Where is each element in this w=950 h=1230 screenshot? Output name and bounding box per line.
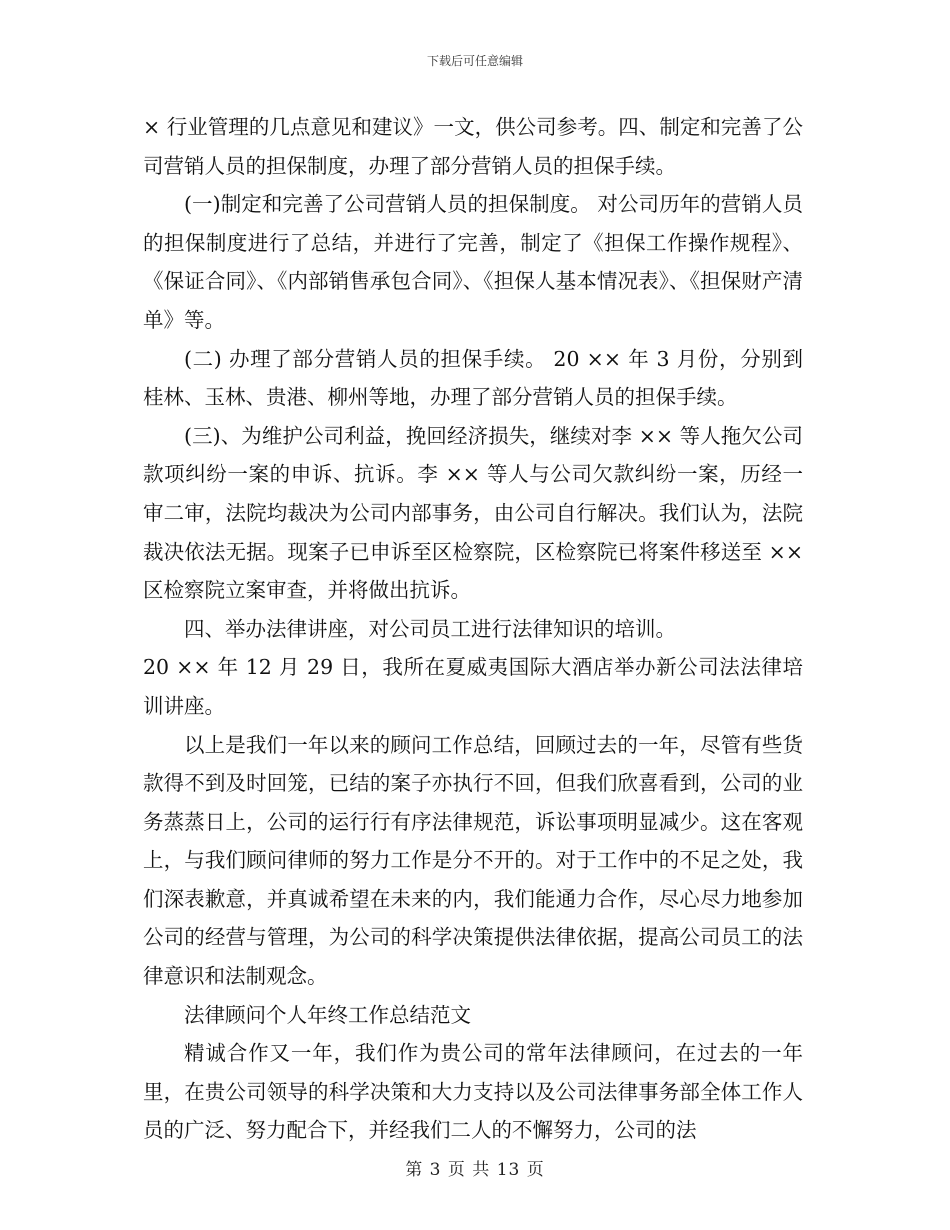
page-header: 下载后可任意编辑 [426, 54, 523, 68]
paragraph: 四、举办法律讲座，对公司员工进行法律知识的培训。 [184, 616, 676, 641]
section-title: 法律顾问个人年终工作总结范文 [184, 1002, 471, 1027]
paragraph: 20 ×× 年 12 月 29 日，我所在夏威夷国际大酒店举办新公司法法律培训讲座。 [143, 655, 803, 718]
page-number-footer: 第 3 页 共 13 页 [405, 1160, 545, 1180]
paragraph: 以上是我们一年以来的顾问工作总结，回顾过去的一年，尽管有些货款得不到及时回笼，已结的案子亦执行不回，但我们欣喜看到，公司的业务蒸蒸日上，公司的运行行有序法律规范，诉讼事项明显减少。这在客观上，与我们顾问律师的努力工作是分不开的。对于工作中的不足之处，我们深表歉意，并真诚希望在未来的内，我们能通力合作，尽心尽力地参加公司的经营与管理，为公司的科学决策提供法律依据，提高公司员工的法律意识和法制观念。 [143, 732, 803, 989]
paragraph: (三)、为维护公司利益，挽回经济损失，继续对李 ×× 等人拖欠公司款项纠纷一案的申诉、抗诉。李 ×× 等人与公司欠款纠纷一案，历经一审二审，法院均裁决为公司内部事务，由公司自行解决。我们认为，法院裁决依法无据。现案子已申诉至区检察院，区检察院已将案件移送至 ×× 区检察院立案审查，并将做出抗诉。 [143, 423, 803, 603]
paragraph: (一)制定和完善了公司营销人员的担保制度。 对公司历年的营销人员的担保制度进行了总结，并进行了完善，制定了《担保工作操作规程》、《保证合同》、《内部销售承包合同》、《担保人基本情况表》、《担保财产清单》等。 [143, 192, 803, 332]
paragraph: × 行业管理的几点意见和建议》一文，供公司参考。四、制定和完善了公司营销人员的担保制度，办理了部分营销人员的担保手续。 [143, 115, 803, 178]
paragraph: (二) 办理了部分营销人员的担保手续。 20 ×× 年 3 月份，分别到桂林、玉林、贵港、柳州等地，办理了部分营销人员的担保手续。 [143, 346, 803, 410]
paragraph: 精诚合作又一年，我们作为贵公司的常年法律顾问，在过去的一年里，在贵公司领导的科学决策和大力支持以及公司法律事务部全体工作人员的广泛、努力配合下，并经我们二人的不懈努力，公司的法 [143, 1041, 803, 1143]
document-body [143, 108, 803, 1150]
